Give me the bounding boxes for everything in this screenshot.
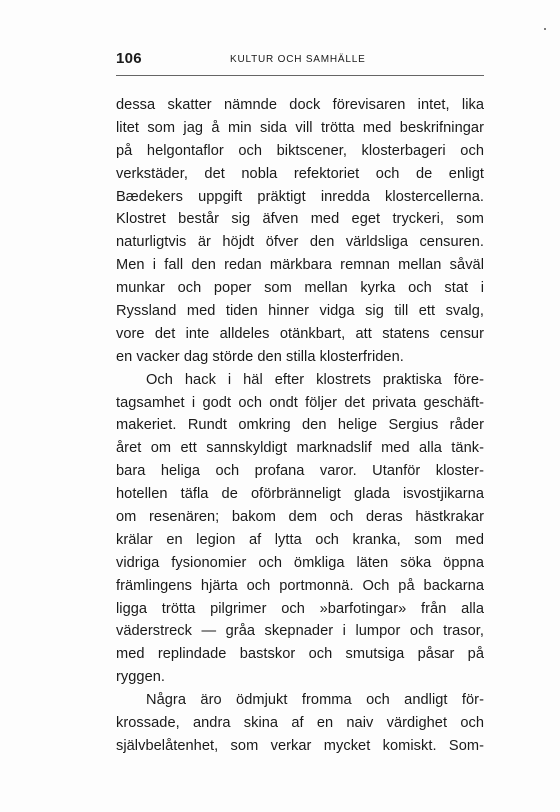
text-line: naturligtvis är höjdt öfver den världsliga censuren. <box>116 234 484 251</box>
text-line: tagsamhet i godt och ondt följer det privata geschäft- <box>116 394 484 411</box>
text-line: väderstreck — gråa skepnader i lumpor och trasor, <box>116 623 484 640</box>
header-rule <box>116 75 484 76</box>
text-line: litet som jag å min sida vill trötta med beskrifningar <box>116 119 484 136</box>
text-line: med replindade bastskor och smutsiga påsar på <box>116 646 484 663</box>
text-line: vidriga fysionomier och ömkliga läten söka öppna <box>116 554 484 571</box>
text-line: verkstäder, det nobla refektoriet och de enligt <box>116 165 484 182</box>
text-line: en vacker dag störde den stilla klosterfriden. <box>116 348 404 365</box>
text-line: Och hack i häl efter klostrets praktiska före- <box>146 371 484 388</box>
text-line: hotellen täfla de oförbränneligt glada isvostjikarna <box>116 486 484 503</box>
text-line: krossade, andra skina af en naiv värdighet och <box>116 715 484 732</box>
text-line: främlingens hjärta och portmonnä. Och på backarna <box>116 577 484 594</box>
text-line: krälar en legion af lytta och kranka, som med <box>116 531 484 548</box>
text-line: bara heliga och profana varor. Utanför kloster- <box>116 463 484 480</box>
text-line: Ryssland med tiden hinner vidga sig till ett svalg, <box>116 303 484 320</box>
text-line: på helgontaflor och biktscener, klosterbageri och <box>116 142 484 159</box>
page-speck <box>544 28 546 30</box>
text-line: självbelåtenhet, som verkar mycket komiskt. Som- <box>116 737 484 754</box>
text-line: Bædekers uppgift präktigt inredda klostercellerna. <box>116 188 484 205</box>
text-line: ligga trötta pilgrimer och »barfotingar» från alla <box>116 600 484 617</box>
text-line: vore det inte alldeles otänkbart, att statens censur <box>116 325 484 342</box>
body-text <box>116 94 484 758</box>
text-line: Men i fall den redan märkbara remnan mellan såväl <box>116 257 484 274</box>
text-line: året om ett sannskyldigt marknadslif med alla tänk- <box>116 440 484 457</box>
page-header <box>116 50 484 70</box>
page-number: 106 <box>116 50 142 67</box>
text-line: Några äro ödmjukt fromma och andligt för- <box>146 692 484 709</box>
text-line: dessa skatter nämnde dock förevisaren intet, lika <box>116 97 484 113</box>
text-line: om resenären; bakom dem och deras hästkrakar <box>116 509 484 526</box>
text-line: ryggen. <box>116 669 166 686</box>
text-line: munkar och poper som mellan kyrka och stat i <box>116 280 484 297</box>
running-title: KULTUR OCH SAMHÄLLE <box>230 54 366 65</box>
text-line: Klostret består sig äfven med eget tryckeri, som <box>116 211 484 228</box>
text-line: makeriet. Rundt omkring den helige Sergius råder <box>116 417 484 434</box>
